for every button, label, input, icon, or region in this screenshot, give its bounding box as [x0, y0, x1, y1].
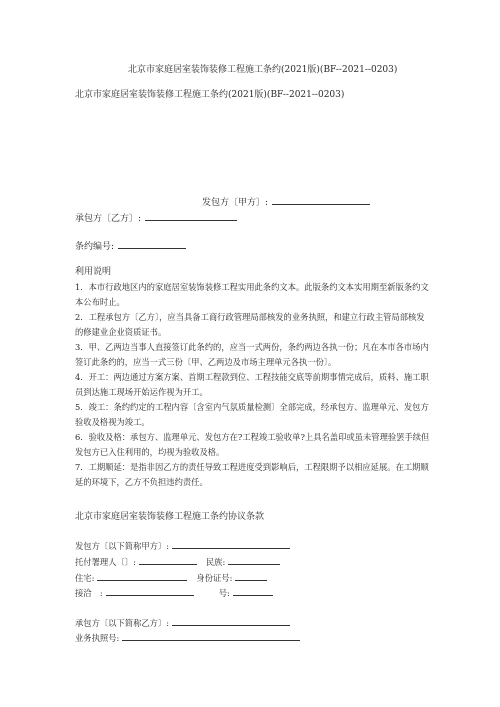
note-item: 1．本市行政地区内的家庭居室装饰装修工程实用此条约文本。此版条约文本实用期至新版条约文本公布时止。 — [75, 282, 429, 307]
form-license-blank — [122, 632, 300, 641]
form-agent-label: 托付署理人〔〕: — [75, 557, 136, 567]
party-b-line — [75, 212, 237, 224]
notes-title: 利用说明 — [75, 267, 112, 277]
contract-no-label: 条约编号: — [75, 242, 115, 252]
form-agent-blank — [139, 556, 197, 565]
agreement-title: 北京市家庭居室装饰装修工程施工条约协议条款 — [75, 512, 265, 522]
document-title: 北京市家庭居室装饰装修工程施工条约(2021版)(BF--2021--0203) — [128, 65, 398, 75]
note-item: 7．工期顺延：是指非因乙方的责任导致工程进度受到影响后，工程限期予以相应延展。在工期顺延的环境下，乙方不负担违约责任。 — [75, 462, 429, 487]
form-party-a-blank — [172, 540, 290, 549]
note-item: 4．开工：两边通过方案方案、首期工程款到位、工程技能交底等前期事情完成后，质料、施工职员到达施工现场开始运作视为开工。 — [75, 372, 429, 397]
party-b-label: 承包方〔乙方〕: — [75, 214, 142, 224]
party-b-blank — [145, 212, 237, 221]
form-license-label: 业务执照号: — [75, 633, 120, 643]
document-subtitle: 北京市家庭居室装饰装修工程施工条约(2021版)(BF--2021--0203) — [75, 90, 345, 100]
form-party-a-line — [75, 540, 290, 550]
form-contact-line — [75, 587, 273, 597]
form-ethnicity-blank — [228, 556, 280, 565]
form-phone-label: 号: — [218, 588, 230, 598]
notes-list — [75, 280, 430, 490]
form-ethnicity-label: 民族: — [205, 557, 226, 567]
form-party-b-label: 承包方〔以下简称乙方〕: — [75, 618, 170, 628]
form-party-b-blank — [172, 617, 290, 626]
form-phone-blank — [233, 587, 273, 596]
form-id-label: 身份证号: — [196, 573, 233, 583]
form-license-line — [75, 632, 300, 642]
form-party-a-label: 发包方〔以下简称甲方〕: — [75, 541, 170, 551]
contract-no-blank — [118, 240, 186, 249]
form-address-blank — [97, 572, 187, 581]
contract-no-line — [75, 240, 186, 252]
form-address-label: 住宅: — [75, 573, 95, 583]
party-a-blank — [272, 196, 370, 205]
form-party-b-line — [75, 617, 290, 627]
form-address-line — [75, 572, 267, 582]
note-item: 3．甲、乙两边当事人直接签订此条约的，应当一式两份，条约两边各执一份；凡在本市各市场内签订此条约的，应当一式三份〔甲、乙两边及市场主理单元各执一份〕。 — [75, 342, 429, 367]
party-a-label: 发包方〔甲方〕: — [202, 198, 269, 208]
form-contact-blank — [106, 587, 194, 596]
note-item: 2．工程承包方〔乙方〕，应当具备工商行政管理局部核发的业务执照，和建立行政主管局部核发的修建业企业资质证书。 — [75, 312, 425, 337]
party-a-line — [202, 196, 370, 208]
form-contact-label: 接洽 : — [75, 588, 103, 598]
form-agent-line — [75, 556, 280, 566]
form-id-blank — [235, 572, 267, 581]
note-item: 6．验收及格：承包方、监理单元、发包方在?工程竣工验收单?上具名盖印或虽未管理验罢手续但发包方已入住利用的，均视为验收及格。 — [75, 432, 430, 457]
note-item: 5．竣工：条约约定的工程内容〔含室内气氛质量检测〕全部完成，经承包方、监理单元、发包方验收及格视为竣工。 — [75, 402, 429, 427]
